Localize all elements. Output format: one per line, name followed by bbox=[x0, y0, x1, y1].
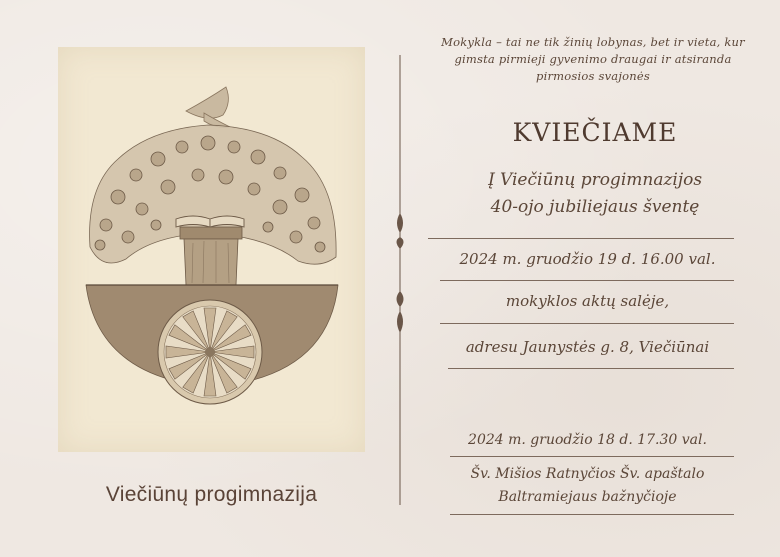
divider-line bbox=[440, 323, 734, 324]
ornamental-divider bbox=[390, 55, 410, 505]
mass-location-line-1: Šv. Mišios Ratnyčios Šv. apaštalo bbox=[470, 466, 705, 482]
celebration-datetime: 2024 m. gruodžio 19 d. 16.00 val. bbox=[459, 250, 716, 268]
celebration-venue: mokyklos aktų salėje, bbox=[505, 292, 670, 310]
school-quote: Mokykla – tai ne tik žinių lobynas, bet ir vieta, kur gimsta pirmieji gyvenimo draugai ir atsiranda pirmosios svajonės bbox=[441, 35, 745, 83]
divider-line bbox=[440, 280, 734, 281]
celebration-address: adresu Jaunystės g. 8, Viečiūnai bbox=[465, 338, 710, 356]
event-title-line-1: Į Viečiūnų progimnazijos bbox=[487, 170, 703, 190]
bird-icon bbox=[186, 87, 230, 127]
tree-illustration bbox=[58, 47, 365, 452]
carved-rosette-icon bbox=[158, 300, 262, 404]
mass-datetime: 2024 m. gruodžio 18 d. 17.30 val. bbox=[468, 432, 707, 448]
event-title bbox=[425, 167, 765, 221]
divider-line bbox=[448, 368, 734, 369]
divider-line bbox=[450, 514, 734, 515]
mass-location-line-2: Baltramiejaus bažnyčioje bbox=[498, 489, 677, 505]
divider-line bbox=[450, 456, 734, 457]
event-title-line-2: 40-ojo jubiliejaus šventę bbox=[490, 197, 700, 217]
invitation-heading: KVIEČIAME bbox=[512, 118, 678, 147]
school-name: Viečiūnų progimnazija bbox=[105, 483, 318, 506]
divider-line bbox=[428, 238, 734, 239]
tree-trunk bbox=[180, 227, 242, 285]
